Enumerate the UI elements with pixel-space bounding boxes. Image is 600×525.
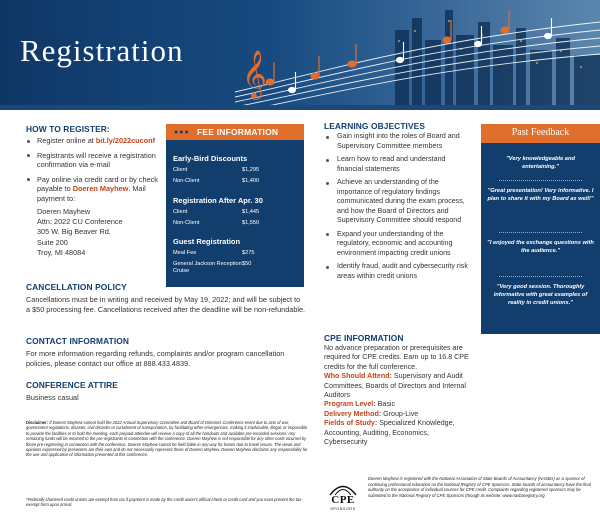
fee-information-box (166, 124, 304, 287)
list-item (26, 151, 161, 170)
list-item (26, 136, 161, 146)
cpe-field-label: Delivery Method: (324, 409, 382, 418)
how-to-register-heading: HOW TO REGISTER: (26, 124, 110, 134)
disclaimer-label: Disclaimer: (26, 420, 49, 425)
cpe-sponsor-logo (324, 480, 362, 514)
list-item: Expand your understanding of the regulatory, economic and accounting environment impacting credit unions (324, 230, 472, 259)
learning-objectives-list (324, 132, 472, 285)
address-line: Troy, MI 48084 (37, 248, 86, 258)
past-feedback-box (481, 124, 600, 334)
attire-section (26, 380, 306, 403)
header-divider (0, 105, 600, 110)
attire-text: Business casual (26, 393, 79, 402)
list-item: Identify fraud, audit and cybersecurity risk areas within credit unions (324, 262, 472, 281)
fee-row (173, 261, 298, 275)
testimonial-quote: "Great presentation! Very informative. I plan to share it with my Board as well!" (487, 188, 594, 202)
cancellation-text: Cancellations must be in writing and received by May 19, 2022; and will be subject to a $50 processing fee. Cancellations received after the deadline will be non-refundable. (26, 295, 306, 314)
fee-label: Meal Fee (173, 250, 197, 256)
fee-information-heading: FEE INFORMATION (197, 127, 279, 137)
disclaimer-text: If Doeren Mayhew cannot hold the 2022 Annual Supervisory Committee and Board of Directors Conference event due to acts of war, government regulations, disaster, civil disorder or curtailment of transportation, by facilitating other emergencies, making it inadvisable, illegal, or impossible to provide the facilities or to hold the meeting, each prepaid attendee will receive a copy of all the handouts and available pre-recorded sessions. Any remaining funds will be returned to the pre-registrants in connection with the conference. Doeren Mayhew is not responsible for any other costs incurred by those pre-registering in connection with the conference. Doeren Mayhew cannot be held liable in any way for losses due to travel issues. The views and opinions expressed by presenters are their own and do not necessarily represent those of Doeren Mayhew. Doeren Mayhew disclaims any responsibility for the use and application of information presented at this conference. (26, 420, 308, 458)
fee-price: $1,400 (242, 178, 260, 184)
fee-label: Client (173, 209, 188, 215)
disclaimer (26, 420, 311, 458)
testimonial-quote: "Very knowledgeable and entertaining." (506, 156, 575, 170)
cpe-field-value: Group-Live (383, 409, 419, 418)
fee-section-after-apr (173, 196, 298, 231)
fee-label: Client (173, 167, 188, 173)
fee-price: $1,445 (242, 209, 260, 215)
cpe-logo-subtext: SPONSORS (330, 507, 356, 511)
fee-price: $1,295 (242, 167, 260, 173)
cpe-field-label: Fields of Study: (324, 419, 378, 428)
cancellation-section (26, 282, 306, 314)
list-item: Achieve an understanding of the importance of regulatory findings communicated during the exam process, and how the Board of Directors and Supervisory Committee should respond (324, 178, 472, 226)
mailing-address (26, 207, 161, 259)
contact-heading: CONTACT INFORMATION (26, 336, 130, 346)
fee-price: $1,550 (242, 220, 260, 226)
cpe-field-value: Specialized Knowledge, Accounting, Auditing, Economics, Cybersecurity (324, 419, 455, 447)
fee-label: General Jackson Reception Cruise (173, 261, 242, 274)
cpe-information-body (324, 344, 474, 447)
fee-row (173, 209, 298, 216)
testimonial-quote: "I enjoyed the exchange questions with the audience." (487, 240, 594, 254)
testimonial-quote: "Very good session. Thoroughly informative with great examples of reality in credit unions." (493, 284, 588, 306)
contact-section (26, 336, 306, 368)
cpe-field-label: Program Level: (324, 400, 376, 409)
page-title: Registration (20, 33, 184, 68)
quote-divider (499, 180, 582, 181)
past-feedback-heading: Past Feedback (511, 127, 570, 138)
fee-price: $50 (242, 261, 252, 267)
learning-objectives-heading: LEARNING OBJECTIVES (324, 121, 426, 131)
cpe-information-heading: CPE INFORMATION (324, 333, 404, 343)
registration-link[interactable]: bit.ly/2022cuconf (95, 136, 156, 145)
fee-row (173, 220, 298, 227)
cpe-logo-text: CPE (331, 494, 355, 506)
cpe-field (324, 419, 474, 447)
mail-payment-text: . Mail payment to: (37, 184, 146, 203)
address-line: Suite 200 (37, 237, 68, 247)
quote-divider (499, 232, 582, 233)
address-line: Attn: 2022 CU Conference (37, 216, 123, 226)
past-feedback-header (481, 124, 600, 143)
cpe-field-label: Who Should Attend: (324, 372, 392, 381)
fee-price: $275 (242, 250, 255, 256)
list-item: Learn how to read and understand financial statements (324, 155, 472, 174)
confirmation-text: Registrants will receive a registration confirmation via e-mail (37, 150, 156, 170)
fee-section-title: Early-Bird Discounts (173, 154, 248, 163)
tax-footnote: *Federally chartered credit unions are exempt from tax if payment is made by the credit union's official check or credit card and you must present the tax-exempt form upon arrival. (26, 497, 303, 508)
cpe-field-value: Supervisory and Audit Committees, Boards of Directors and Internal Auditors (324, 372, 466, 400)
fee-row (173, 178, 298, 185)
cpe-field (324, 400, 474, 409)
fee-section-guest (173, 237, 298, 279)
nasba-statement: Doeren Mayhew is registered with the National Association of State Boards of Accountancy (NASBA) as a sponsor of continuing professional education on the National Registry of CPE Sponsors. State boards of accountancy have the final authority on the acceptance of individual courses for CPE credit. Complaints regarding registered sponsors may be submitted to the National Registry of CPE Sponsors through its website: www.nasbaregistry.org (368, 476, 591, 498)
fee-information-header (166, 124, 304, 140)
fee-label: Non-Client (173, 178, 200, 184)
cpe-field (324, 410, 474, 419)
fee-section-title: Guest Registration (173, 237, 241, 246)
address-line: Doeren Mayhew (37, 206, 91, 216)
fee-row (173, 250, 298, 257)
svg-text:𝄞: 𝄞 (242, 49, 267, 98)
fee-label: Non-Client (173, 220, 200, 226)
list-item: Gain insight into the roles of Board and Supervisory Committee members (324, 132, 472, 151)
address-line: 305 W. Big Beaver Rd. (37, 227, 111, 237)
fee-row (173, 167, 298, 174)
dots-icon: ●●● (174, 129, 190, 136)
quote-divider (499, 276, 582, 277)
list-item (26, 175, 161, 204)
cpe-intro: No advance preparation or prerequisites are required for CPE credits. Earn up to 16.8 CPE credits for the full conference. (324, 344, 469, 371)
cpe-field-value: Basic (377, 400, 395, 409)
cpe-field (324, 372, 474, 400)
register-online-text: Register online at (37, 136, 94, 145)
fee-section-early-bird (173, 154, 298, 189)
payment-text: Pay online via credit card or by check payable to (37, 174, 158, 194)
payee-name: Doeren Mayhew (72, 184, 129, 194)
cancellation-heading: CANCELLATION POLICY (26, 282, 127, 292)
register-steps-list (26, 136, 161, 259)
attire-heading: CONFERENCE ATTIRE (26, 380, 118, 390)
fee-section-title: Registration After Apr. 30 (173, 196, 263, 205)
hero-banner (0, 0, 600, 105)
contact-text: For more information regarding refunds, complaints and/or program cancellation policies, please contact our office at 888.433.4839. (26, 349, 285, 368)
